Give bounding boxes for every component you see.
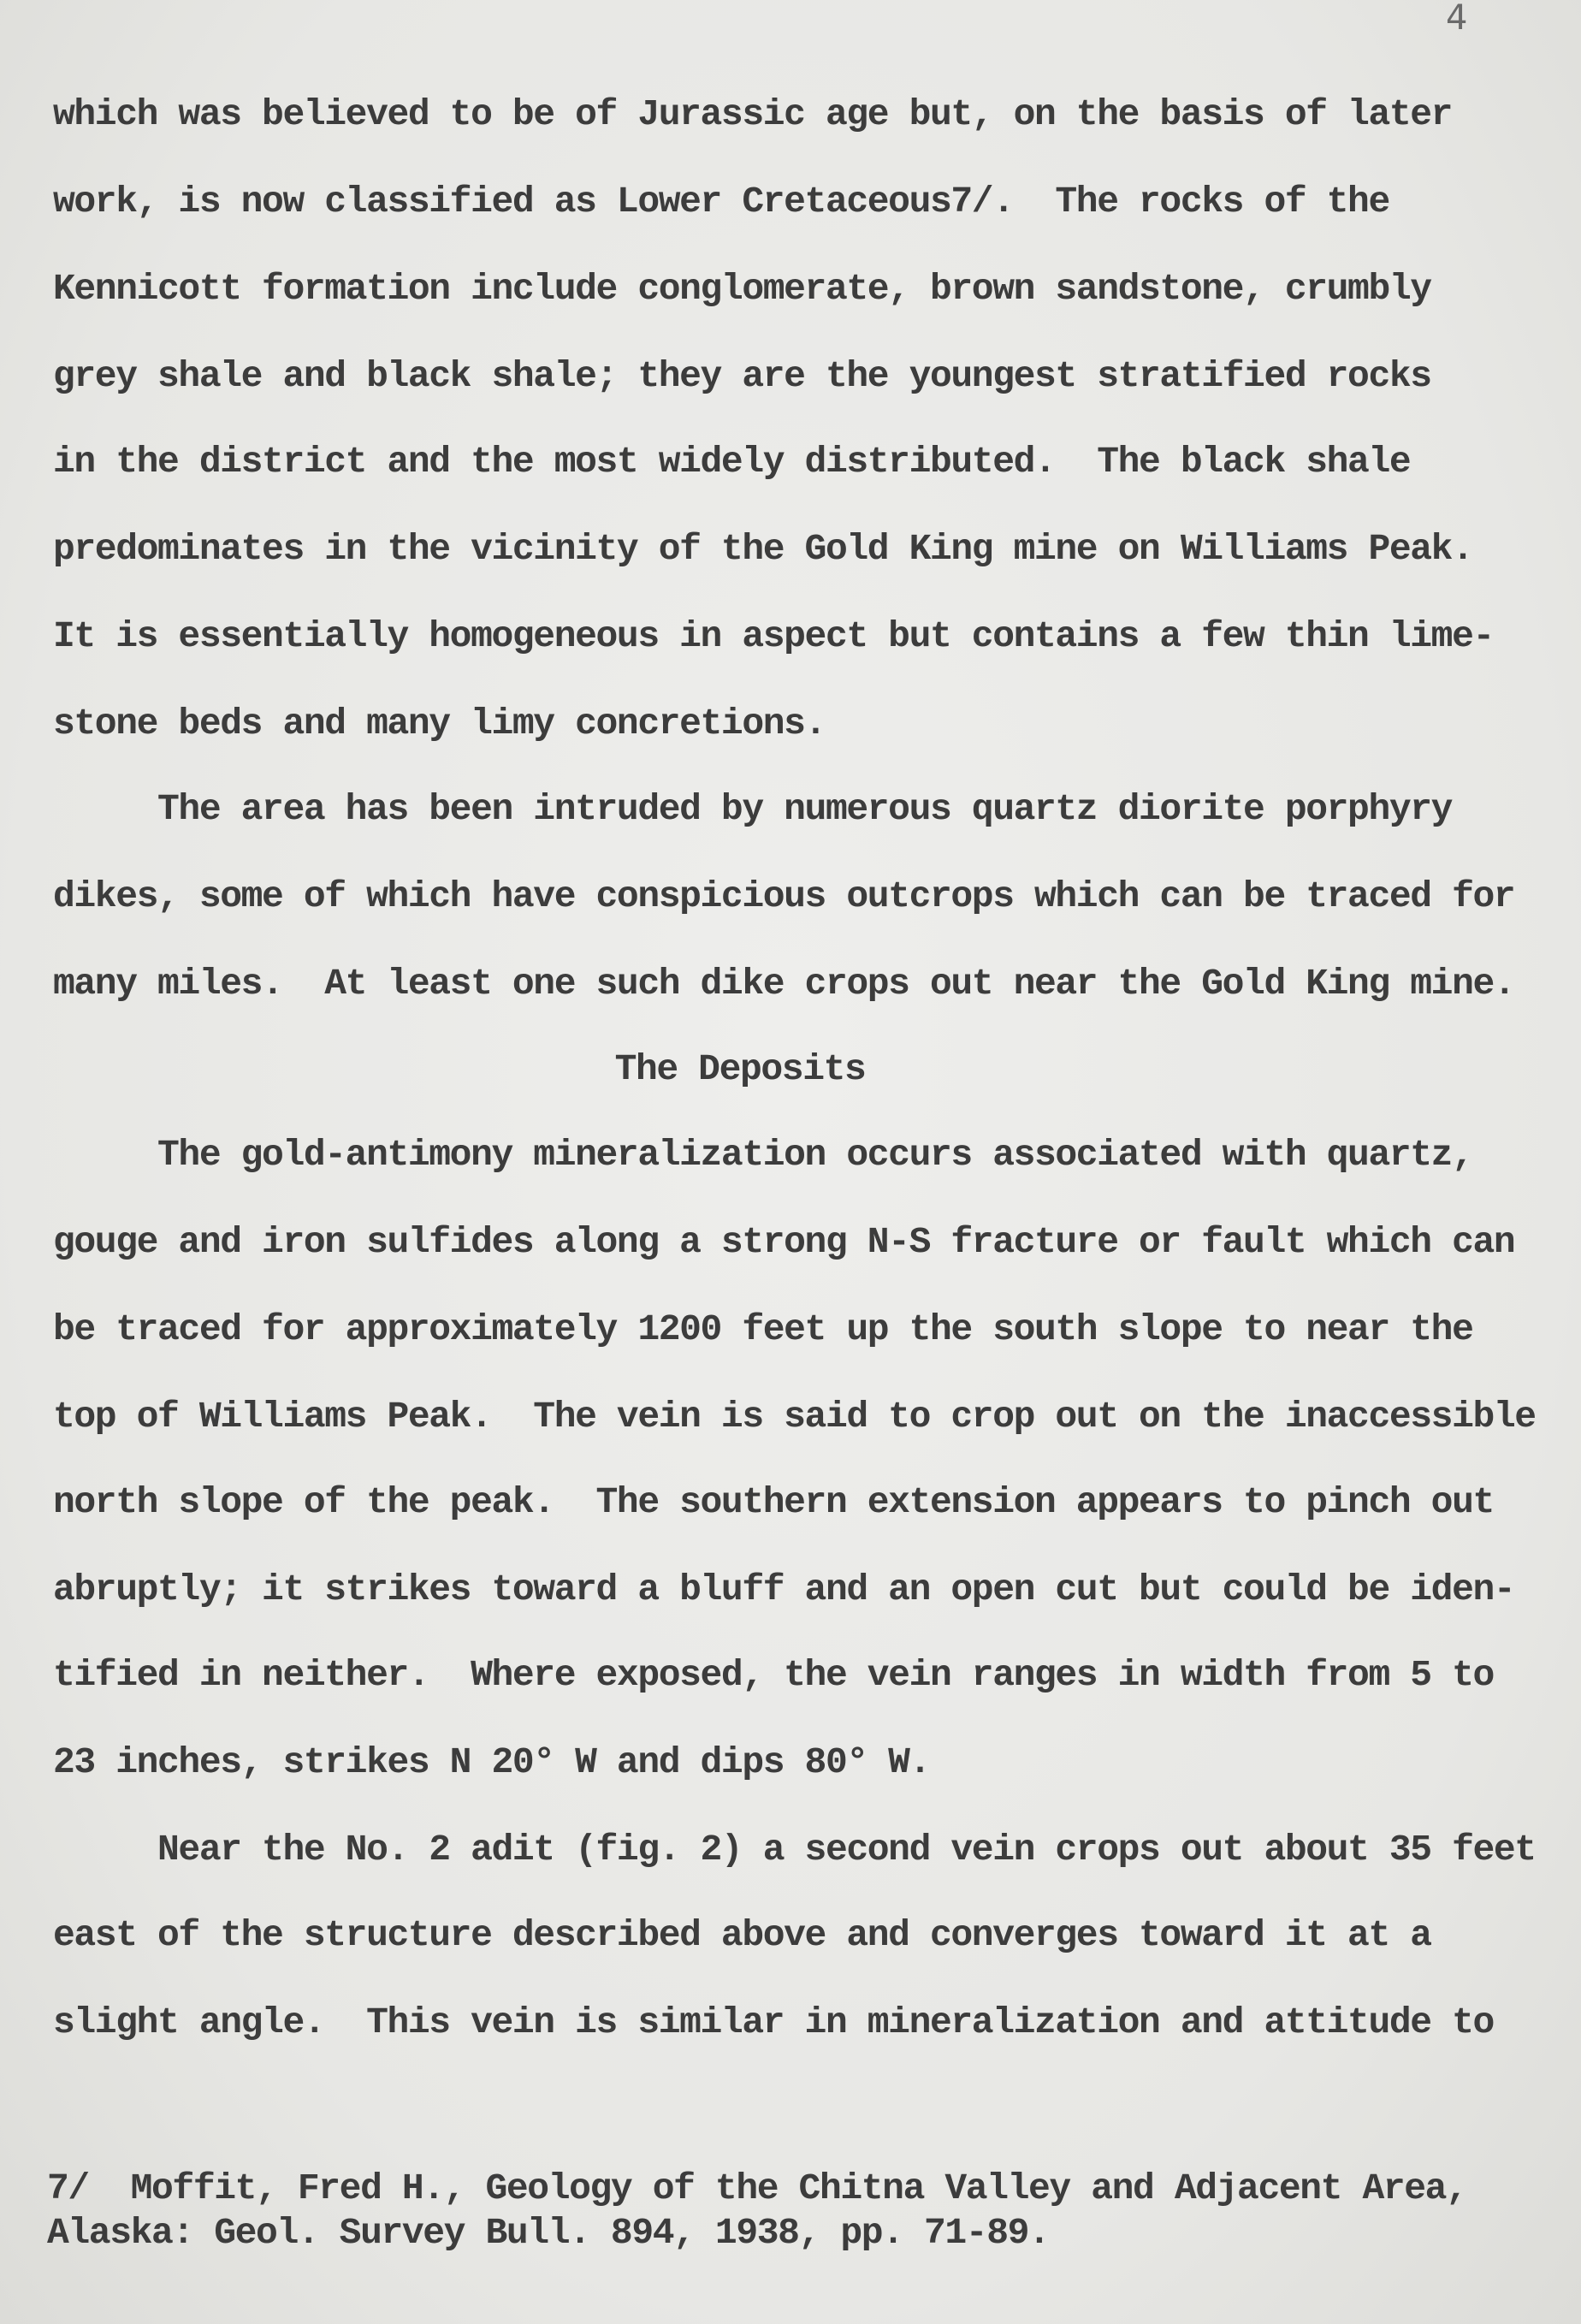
text-line: which was believed to be of Jurassic age but, on the basis of later — [53, 93, 1453, 135]
text-line: top of Williams Peak. The vein is said to crop out on the inaccessible — [53, 1396, 1536, 1438]
footnote-line: Alaska: Geol. Survey Bull. 894, 1938, pp. 71-89. — [47, 2212, 1050, 2254]
footnote-line: 7/ Moffit, Fred H., Geology of the Chitna Valley and Adjacent Area, — [47, 2167, 1467, 2209]
text-line: stone beds and many limy concretions. — [53, 703, 826, 744]
text-line: in the district and the most widely distributed. The black shale — [53, 441, 1411, 483]
text-line: gouge and iron sulfides along a strong N-S fracture or fault which can — [53, 1221, 1515, 1263]
text-line: abruptly; it strikes toward a bluff and an open cut but could be iden- — [53, 1568, 1515, 1610]
text-line: Kennicott formation include conglomerate, brown sandstone, crumbly — [53, 268, 1431, 310]
text-line: The gold-antimony mineralization occurs associated with quartz, — [53, 1134, 1473, 1176]
text-line: many miles. At least one such dike crops out near the Gold King mine. — [53, 963, 1515, 1005]
text-line: tified in neither. Where exposed, the vein ranges in width from 5 to — [53, 1654, 1494, 1696]
text-line: be traced for approximately 1200 feet up the south slope to near the — [53, 1308, 1473, 1350]
text-line: It is essentially homogeneous in aspect but contains a few thin lime- — [53, 615, 1494, 657]
text-line: Near the No. 2 adit (fig. 2) a second vein crops out about 35 feet — [53, 1829, 1536, 1870]
text-line: work, is now classified as Lower Cretaceous7/. The rocks of the — [53, 181, 1389, 222]
text-line: north slope of the peak. The southern extension appears to pinch out — [53, 1481, 1494, 1523]
text-line: 23 inches, strikes N 20° W and dips 80° W. — [53, 1741, 930, 1783]
text-line: dikes, some of which have conspicious outcrops which can be traced for — [53, 875, 1515, 917]
text-line: predominates in the vicinity of the Gold King mine on Williams Peak. — [53, 528, 1473, 570]
text-line: slight angle. This vein is similar in mineralization and attitude to — [53, 2001, 1494, 2043]
page-number: 4 — [1446, 0, 1468, 38]
section-heading: The Deposits — [614, 1048, 866, 1090]
text-line: grey shale and black shale; they are the youngest stratified rocks — [53, 355, 1431, 397]
text-line: east of the structure described above and converges toward it at a — [53, 1914, 1431, 1956]
text-line: The area has been intruded by numerous quartz diorite porphyry — [53, 788, 1453, 830]
